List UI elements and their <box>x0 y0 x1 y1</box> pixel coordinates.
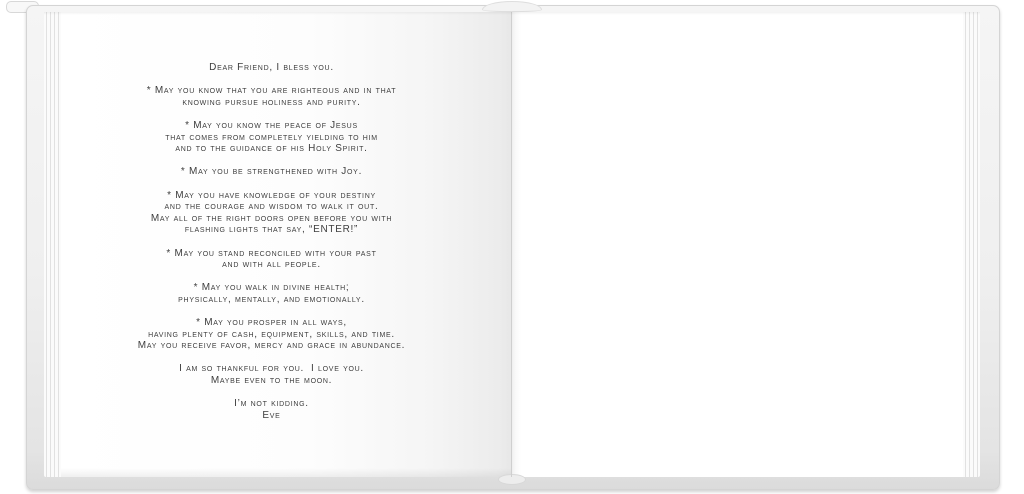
letter-line: Dear Friend, I bless you. <box>209 62 334 73</box>
letter-line: * May you be strengthened with Joy. <box>180 166 363 178</box>
letter-line: * May you know that you are righteous and in that <box>146 85 397 97</box>
right-page[interactable] <box>512 12 963 477</box>
letter-line: having plenty of cash, equipment, skills, and time. <box>148 328 395 340</box>
letter-line: * May you prosper in all ways, <box>196 317 347 329</box>
letter-paragraph <box>69 62 474 74</box>
page-edge-stack-right <box>963 12 980 477</box>
blessing-letter <box>61 62 512 421</box>
letter-line: * May you know the peace of Jesus <box>185 119 358 131</box>
letter-line: * May you stand reconciled with your past <box>166 247 377 259</box>
letter-paragraph <box>69 166 474 178</box>
letter-line: knowing pursue holiness and purity. <box>182 96 361 108</box>
spine-top-curve <box>482 1 542 12</box>
letter-line: physically, mentally, and emotionally. <box>178 293 365 305</box>
letter-line: May all of the right doors open before you with <box>150 212 393 224</box>
pages-area <box>44 12 980 477</box>
page-edge-stack-left <box>44 12 61 477</box>
letter-line: flashing lights that say, “ENTER!” <box>184 224 359 236</box>
letter-line: Maybe even to the moon. <box>210 375 333 387</box>
book-spine <box>511 12 512 477</box>
letter-line: I’m not kidding. <box>234 398 309 410</box>
letter-line: that comes from completely yielding to him <box>165 131 378 143</box>
letter-line: Eve <box>262 409 281 421</box>
spine-bottom-notch <box>498 474 526 485</box>
letter-line: * May you have knowledge of your destiny <box>167 189 376 201</box>
letter-line: May you receive favor, mercy and grace in abundance. <box>137 340 406 352</box>
letter-line: and with all people. <box>222 259 321 271</box>
letter-line: * May you walk in divine health; <box>193 282 350 294</box>
letter-line: and the courage and wisdom to walk it out. <box>164 201 379 213</box>
letter-line: I am so thankful for you. I love you. <box>179 363 364 375</box>
letter-line: and to the guidance of his Holy Spirit. <box>175 143 368 155</box>
